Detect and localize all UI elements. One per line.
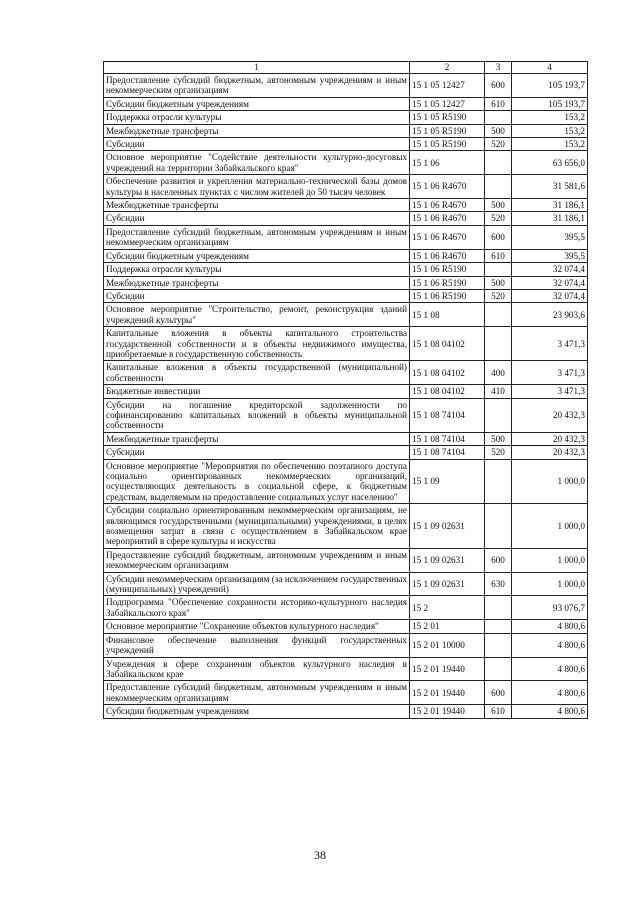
table-row	[104, 138, 588, 151]
row-code-cell: 15 1 06 R4670	[410, 249, 485, 262]
row-amount-cell: 93 076,7	[512, 596, 588, 620]
row-amount-cell: 153,2	[512, 138, 588, 151]
row-code-cell: 15 1 08 04102	[410, 361, 485, 385]
table-row	[104, 398, 588, 432]
row-amount-cell: 105 193,7	[512, 74, 588, 98]
row-name-cell: Подпрограмма "Обеспечение сохранности историко-культурного наследия Забайкальского края"	[104, 596, 410, 620]
table-row	[104, 97, 588, 110]
row-type-cell	[485, 620, 512, 633]
table-row	[104, 432, 588, 445]
row-name-cell: Основное мероприятие "Строительство, ремонт, реконструкция зданий учреждений культуры"	[104, 303, 410, 327]
table-row	[104, 385, 588, 398]
row-type-cell: 500	[485, 432, 512, 445]
row-name-cell: Поддержка отрасли культуры	[104, 111, 410, 124]
row-type-cell	[485, 596, 512, 620]
row-code-cell: 15 1 09 02631	[410, 504, 485, 549]
row-name-cell: Межбюджетные трансферты	[104, 276, 410, 289]
header-col-1: 1	[104, 62, 410, 74]
table-row	[104, 459, 588, 504]
row-amount-cell: 4 800,6	[512, 620, 588, 633]
table-row	[104, 212, 588, 225]
row-amount-cell: 31 581,6	[512, 175, 588, 199]
row-code-cell: 15 2 01 19440	[410, 657, 485, 681]
row-type-cell: 600	[485, 225, 512, 249]
row-amount-cell: 20 432,3	[512, 398, 588, 432]
row-amount-cell: 3 471,3	[512, 327, 588, 361]
header-row	[104, 62, 588, 74]
row-code-cell: 15 1 06 R5190	[410, 276, 485, 289]
row-type-cell	[485, 111, 512, 124]
row-amount-cell: 63 656,0	[512, 151, 588, 175]
table-row	[104, 572, 588, 596]
table-row	[104, 263, 588, 276]
row-amount-cell: 3 471,3	[512, 361, 588, 385]
row-type-cell: 410	[485, 385, 512, 398]
table-row	[104, 446, 588, 459]
row-type-cell: 500	[485, 276, 512, 289]
row-type-cell: 520	[485, 212, 512, 225]
row-name-cell: Субсидии бюджетным учреждениям	[104, 705, 410, 718]
row-type-cell	[485, 263, 512, 276]
row-type-cell	[485, 459, 512, 504]
row-name-cell: Основное мероприятие "Содействие деятельности культурно-досуговых учреждений на территории Забайкальского края"	[104, 151, 410, 175]
row-amount-cell: 4 800,6	[512, 705, 588, 718]
row-code-cell: 15 1 06 R4670	[410, 212, 485, 225]
row-amount-cell: 4 800,6	[512, 633, 588, 657]
row-code-cell: 15 1 08 04102	[410, 385, 485, 398]
row-code-cell: 15 1 05 12427	[410, 97, 485, 110]
row-type-cell: 520	[485, 289, 512, 302]
row-code-cell: 15 1 09 02631	[410, 548, 485, 572]
row-amount-cell: 1 000,0	[512, 572, 588, 596]
row-name-cell: Предоставление субсидий бюджетным, автономным учреждениям и иным некоммерческим организациям	[104, 681, 410, 705]
row-name-cell: Основное мероприятие "Мероприятия по обеспечению поэтапного доступа социально ориентированных некоммерческих организаций, осуществляющих деятельность в социальной сфере, к бюджетным средствам, выделяемым на предоставление социальных услуг населению"	[104, 459, 410, 504]
row-amount-cell: 32 074,4	[512, 263, 588, 276]
row-amount-cell: 20 432,3	[512, 432, 588, 445]
row-code-cell: 15 2 01 10000	[410, 633, 485, 657]
row-code-cell: 15 2	[410, 596, 485, 620]
header-col-3: 3	[485, 62, 512, 74]
row-amount-cell: 4 800,6	[512, 657, 588, 681]
page-number: 38	[314, 848, 326, 862]
row-name-cell: Субсидии социально ориентированным некоммерческим организациям, не являющимся государственными (муниципальными) учреждениями, в целях возмещения затрат в связи с осуществлением в Забайкальском крае мероприятий в сфере культуры и искусства	[104, 504, 410, 549]
row-name-cell: Капитальные вложения в объекты капитального строительства государственной собственности и в объекты недвижимого имущества, приобретаемые в государственную собственность	[104, 327, 410, 361]
row-name-cell: Бюджетные инвестиции	[104, 385, 410, 398]
row-name-cell: Субсидии бюджетным учреждениям	[104, 97, 410, 110]
row-code-cell: 15 1 09 02631	[410, 572, 485, 596]
row-name-cell: Субсидии некоммерческим организациям (за исключением государственных (муниципальных) учреждений)	[104, 572, 410, 596]
row-code-cell: 15 1 08 74104	[410, 432, 485, 445]
row-code-cell: 15 1 06	[410, 151, 485, 175]
row-code-cell: 15 1 08 04102	[410, 327, 485, 361]
row-name-cell: Субсидии	[104, 138, 410, 151]
row-name-cell: Предоставление субсидий бюджетным, автономным учреждениям и иным некоммерческим организациям	[104, 548, 410, 572]
row-amount-cell: 395,5	[512, 225, 588, 249]
row-type-cell: 520	[485, 138, 512, 151]
table-row	[104, 225, 588, 249]
row-type-cell: 600	[485, 681, 512, 705]
table-row	[104, 327, 588, 361]
row-name-cell: Субсидии бюджетным учреждениям	[104, 249, 410, 262]
table-row	[104, 548, 588, 572]
table-row	[104, 633, 588, 657]
row-code-cell: 15 2 01 19440	[410, 705, 485, 718]
table-row	[104, 249, 588, 262]
row-amount-cell: 32 074,4	[512, 289, 588, 302]
row-amount-cell: 23 903,6	[512, 303, 588, 327]
row-name-cell: Финансовое обеспечение выполнения функций государственных учреждений	[104, 633, 410, 657]
row-type-cell: 610	[485, 705, 512, 718]
table-row	[104, 289, 588, 302]
table-row	[104, 74, 588, 98]
table-row	[104, 620, 588, 633]
row-type-cell: 500	[485, 124, 512, 137]
row-code-cell: 15 2 01 19440	[410, 681, 485, 705]
row-type-cell	[485, 327, 512, 361]
row-amount-cell: 153,2	[512, 111, 588, 124]
row-type-cell	[485, 504, 512, 549]
row-code-cell: 15 1 05 R5190	[410, 138, 485, 151]
row-code-cell: 15 1 05 R5190	[410, 124, 485, 137]
row-amount-cell: 20 432,3	[512, 446, 588, 459]
header-col-2: 2	[410, 62, 485, 74]
header-col-4: 4	[512, 62, 588, 74]
row-code-cell: 15 1 09	[410, 459, 485, 504]
row-amount-cell: 31 186,1	[512, 212, 588, 225]
row-name-cell: Межбюджетные трансферты	[104, 199, 410, 212]
row-amount-cell: 31 186,1	[512, 199, 588, 212]
row-name-cell: Субсидии	[104, 446, 410, 459]
row-type-cell: 400	[485, 361, 512, 385]
row-amount-cell: 153,2	[512, 124, 588, 137]
row-type-cell: 600	[485, 74, 512, 98]
row-code-cell: 15 1 06 R4670	[410, 175, 485, 199]
row-code-cell: 15 1 08	[410, 303, 485, 327]
row-type-cell	[485, 175, 512, 199]
row-name-cell: Поддержка отрасли культуры	[104, 263, 410, 276]
table-row	[104, 151, 588, 175]
table-row	[104, 705, 588, 718]
row-amount-cell: 1 000,0	[512, 548, 588, 572]
row-code-cell: 15 1 06 R5190	[410, 263, 485, 276]
row-amount-cell: 3 471,3	[512, 385, 588, 398]
table-row	[104, 504, 588, 549]
row-type-cell: 500	[485, 199, 512, 212]
row-name-cell: Субсидии	[104, 289, 410, 302]
row-type-cell	[485, 303, 512, 327]
budget-table	[103, 61, 588, 719]
row-amount-cell: 395,5	[512, 249, 588, 262]
row-code-cell: 15 1 05 R5190	[410, 111, 485, 124]
row-name-cell: Основное мероприятие "Сохранение объектов культурного наследия"	[104, 620, 410, 633]
table-row	[104, 681, 588, 705]
row-name-cell: Капитальные вложения в объекты государственной (муниципальной) собственности	[104, 361, 410, 385]
row-code-cell: 15 1 08 74104	[410, 446, 485, 459]
row-name-cell: Межбюджетные трансферты	[104, 432, 410, 445]
table-row	[104, 124, 588, 137]
row-type-cell: 610	[485, 97, 512, 110]
row-name-cell: Межбюджетные трансферты	[104, 124, 410, 137]
row-amount-cell: 1 000,0	[512, 504, 588, 549]
row-code-cell: 15 1 08 74104	[410, 398, 485, 432]
table-row	[104, 303, 588, 327]
row-name-cell: Предоставление субсидий бюджетным, автономным учреждениям и иным некоммерческим организациям	[104, 74, 410, 98]
row-code-cell: 15 2 01	[410, 620, 485, 633]
row-code-cell: 15 1 05 12427	[410, 74, 485, 98]
row-name-cell: Учреждения в сфере сохранения объектов культурного наследия в Забайкальском крае	[104, 657, 410, 681]
table-row	[104, 111, 588, 124]
row-name-cell: Субсидии на погашение кредиторской задолженности по софинансированию капитальных вложений в объекты муниципальной собственности	[104, 398, 410, 432]
row-code-cell: 15 1 06 R4670	[410, 225, 485, 249]
row-type-cell: 520	[485, 446, 512, 459]
table-row	[104, 596, 588, 620]
table-row	[104, 199, 588, 212]
row-amount-cell: 105 193,7	[512, 97, 588, 110]
row-code-cell: 15 1 06 R5190	[410, 289, 485, 302]
row-type-cell	[485, 151, 512, 175]
row-name-cell: Субсидии	[104, 212, 410, 225]
row-type-cell	[485, 398, 512, 432]
row-code-cell: 15 1 06 R4670	[410, 199, 485, 212]
table-row	[104, 175, 588, 199]
table-row	[104, 657, 588, 681]
row-type-cell	[485, 633, 512, 657]
row-type-cell: 610	[485, 249, 512, 262]
row-type-cell: 600	[485, 548, 512, 572]
table-body	[104, 74, 588, 719]
row-amount-cell: 4 800,6	[512, 681, 588, 705]
row-name-cell: Обеспечение развития и укрепления материально-технической базы домов культуры в населенных пунктах с числом жителей до 50 тысяч человек	[104, 175, 410, 199]
table-row	[104, 361, 588, 385]
row-amount-cell: 1 000,0	[512, 459, 588, 504]
row-type-cell: 630	[485, 572, 512, 596]
table-row	[104, 276, 588, 289]
row-type-cell	[485, 657, 512, 681]
row-name-cell: Предоставление субсидий бюджетным, автономным учреждениям и иным некоммерческим организациям	[104, 225, 410, 249]
row-amount-cell: 32 074,4	[512, 276, 588, 289]
